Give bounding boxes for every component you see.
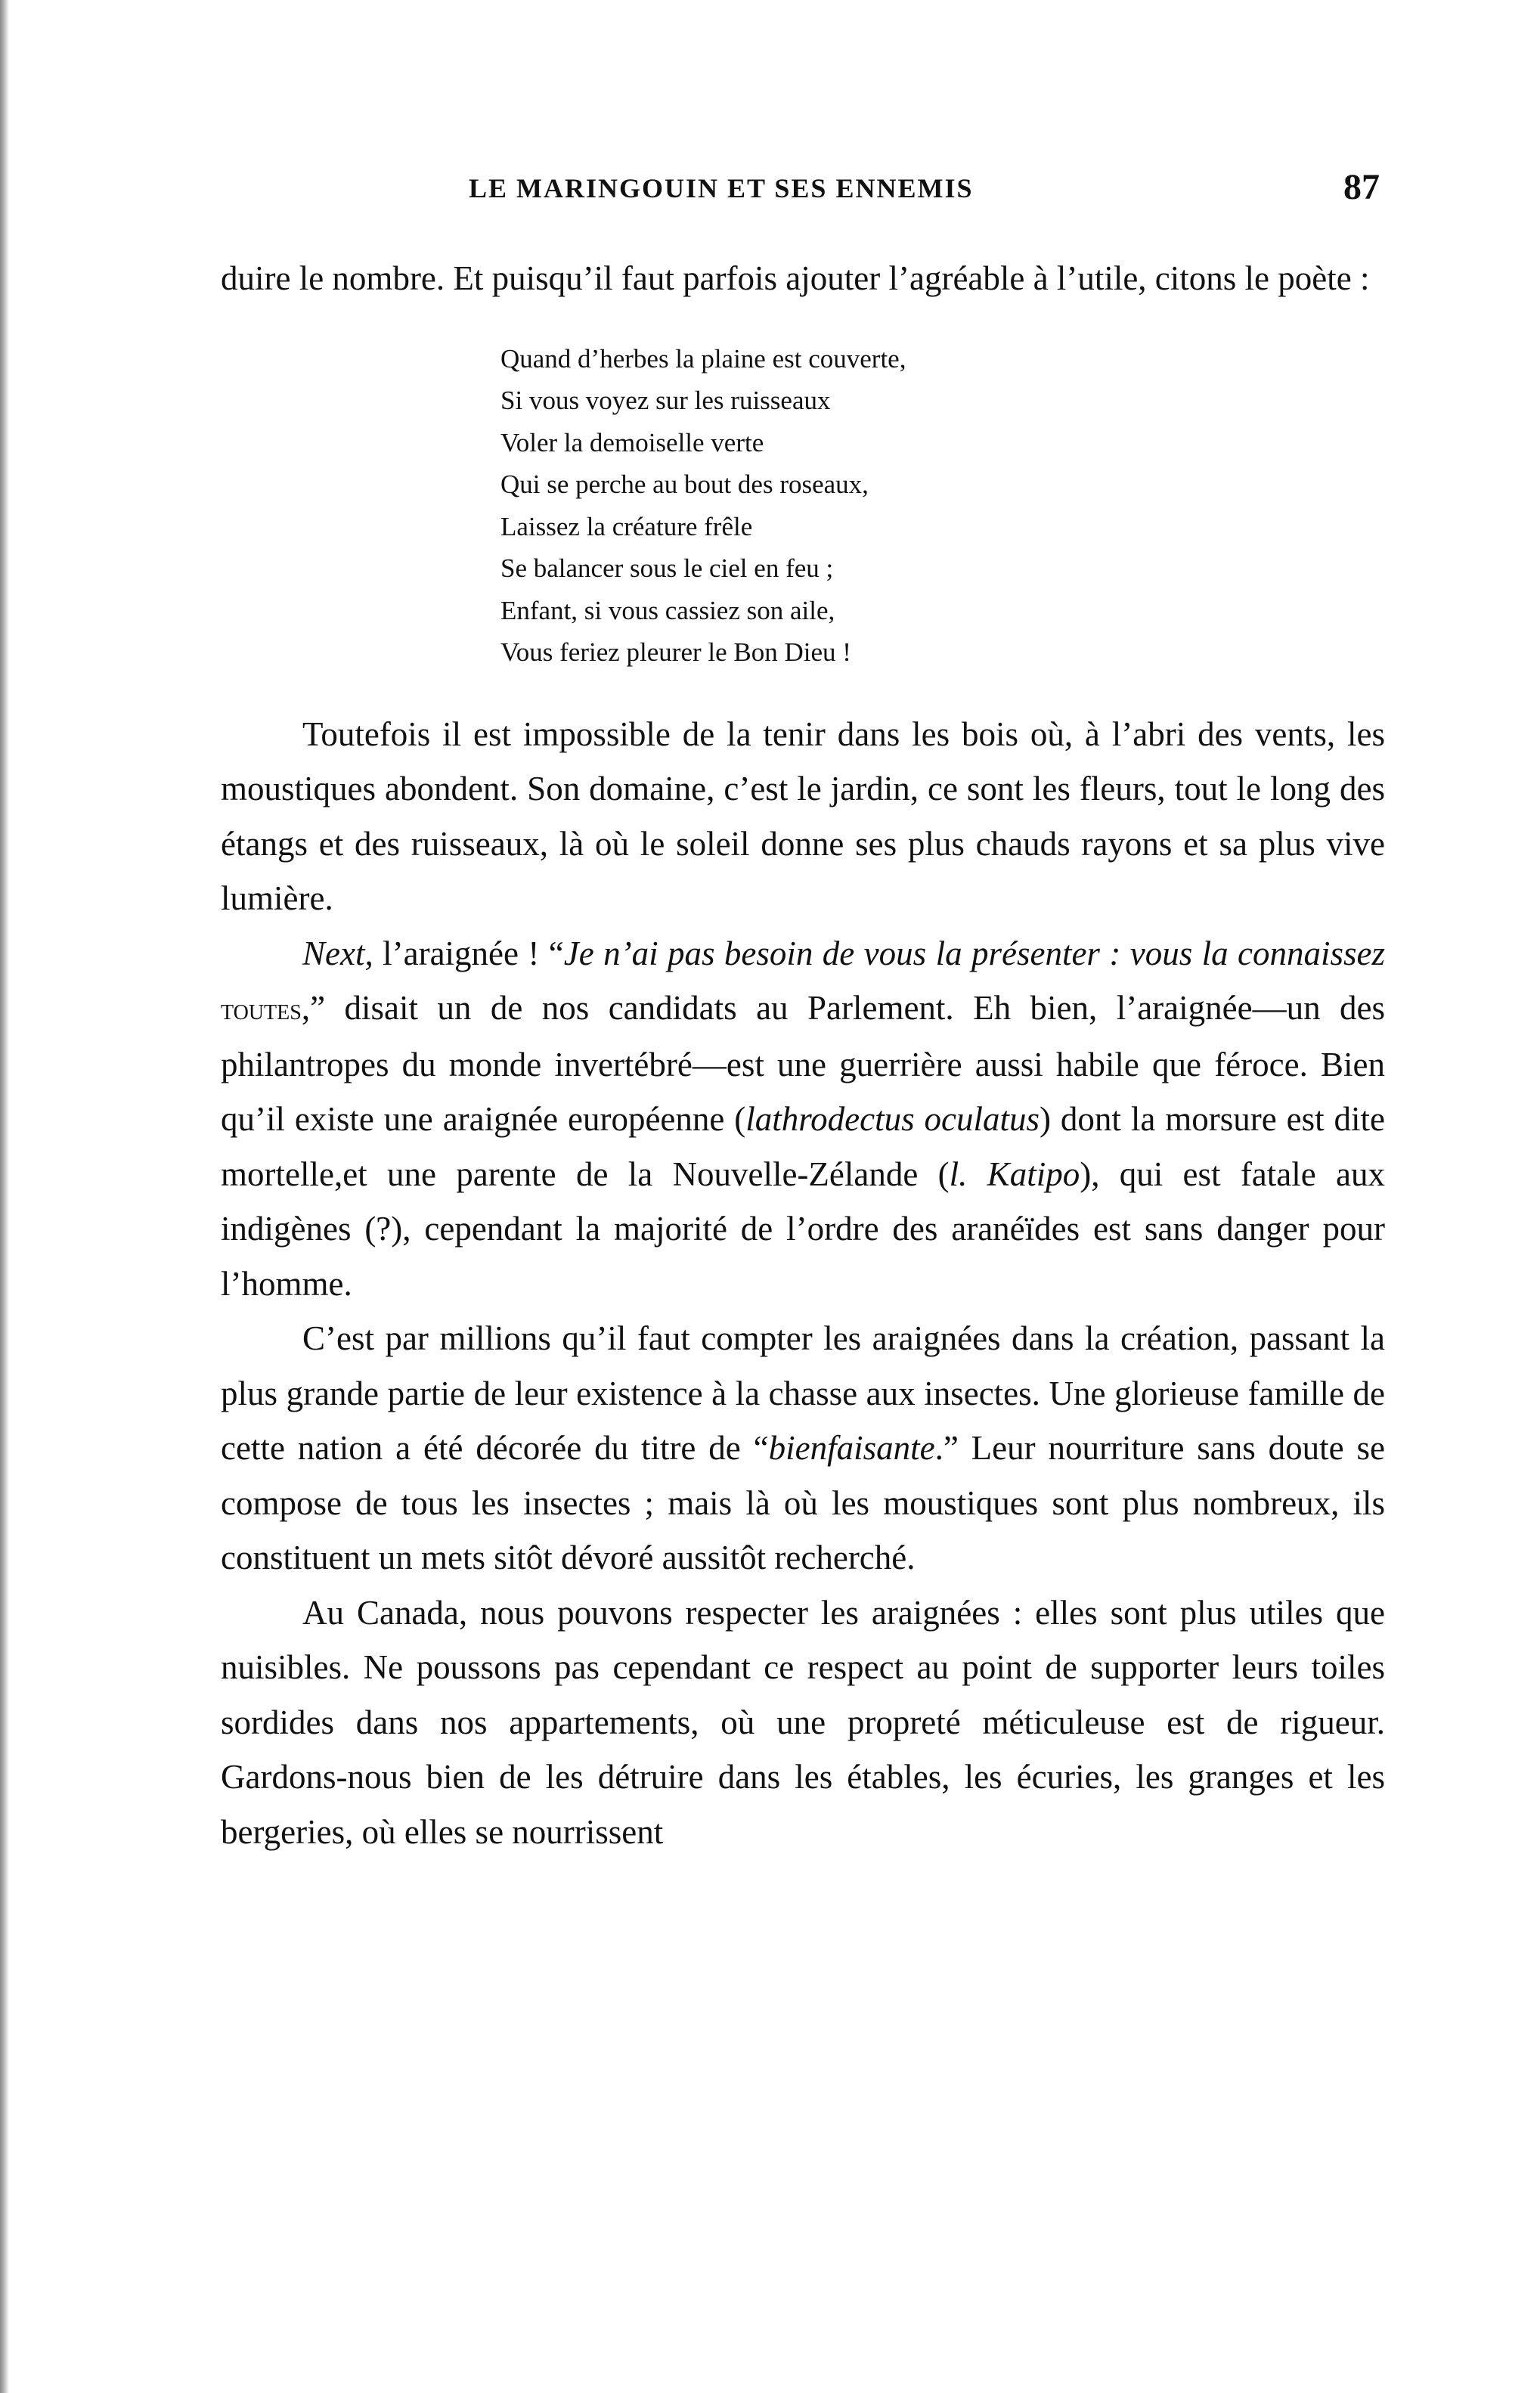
species-name: lathrodectus oculatus — [745, 1100, 1040, 1138]
paragraph-millions — [221, 1311, 1385, 1586]
text-run: .” Leur nourriture sans doute se compose de tous les insectes ; mais là où les moustiques sont plus nombreux, ils constituent un mets sitôt dévoré aussitôt recherché. — [221, 1429, 1386, 1576]
intro-paragraph: duire le nombre. Et puisqu’il faut parfois ajouter l’agréable à l’utile, citons le poète : — [221, 259, 1370, 297]
quote-mark: “ — [548, 934, 564, 972]
running-header — [469, 167, 1380, 218]
candidate-quote: Je n’ai pas besoin de vous la présenter : vous la connaissez — [563, 934, 1385, 972]
text-run: ,” disait un de nos candidats au Parlement. Eh bien, l’araignée—un des philantropes du monde invertébré—est une guerrière aussi habile que féroce. Bien qu’il existe une araignée européenne ( — [221, 989, 1385, 1138]
text-run: ) dont la morsure est dite mortelle,et une parente de la Nouvelle-Zélande ( — [221, 1100, 1386, 1193]
poem-line: Qui se perche au bout des roseaux, — [500, 470, 869, 499]
poem-line: Laissez la créature frêle — [500, 511, 753, 541]
next-word: Next, — [302, 934, 373, 972]
text-run: ), qui est fatale aux indigènes (?), cependant la majorité de l’ordre des aranéïdes est sans danger pour l’homme. — [221, 1155, 1386, 1303]
poem-line: Si vous voyez sur les ruisseaux — [500, 386, 831, 415]
species-name: l. Katipo — [949, 1155, 1080, 1193]
poem-line: Voler la demoiselle verte — [500, 427, 764, 457]
paragraph-spider — [221, 926, 1385, 1312]
text-run: l’araignée ! — [373, 934, 549, 972]
body-text — [221, 251, 1385, 1859]
page-number: 87 — [1343, 167, 1380, 207]
poem — [500, 338, 1385, 674]
running-title: LE MARINGOUIN ET SES ENNEMIS — [469, 173, 974, 203]
poem-line: Se balancer sous le ciel en feu ; — [500, 553, 834, 583]
poem-line: Quand d’herbes la plaine est couverte, — [500, 343, 906, 374]
page-edge-shadow — [0, 0, 9, 2393]
paragraph-canada: Au Canada, nous pouvons respecter les araignées : elles sont plus utiles que nuisibles. Ne poussons pas cependant ce respect au point de supporter leurs toiles sordides dans nos appartements, où une propreté méticuleuse est de rigueur. Gardons-nous bien de les détruire dans les étables, les écuries, les granges et les bergeries, où elles se nourrissent — [221, 1593, 1385, 1851]
text-run: C’est par millions qu’il faut compter les araignées dans la création, passant la plus grande partie de leur existence à la chasse aux insectes. Une glorieuse famille de cette nation a été décorée du titre de “ — [221, 1319, 1385, 1467]
paragraph-gardens: Toutefois il est impossible de la tenir dans les bois où, à l’abri des vents, les moustiques abondent. Son domaine, c’est le jardin, ce sont les fleurs, tout le long des étangs et des ruisseaux, là où le soleil donne ses plus chauds rayons et sa plus vive lumière. — [221, 714, 1385, 917]
family-title: bienfaisante — [768, 1429, 935, 1467]
small-caps-word: toutes — [221, 992, 302, 1026]
poem-line: Enfant, si vous cassiez son aile, — [500, 595, 835, 625]
poem-line: Vous feriez pleurer le Bon Dieu ! — [500, 637, 851, 667]
